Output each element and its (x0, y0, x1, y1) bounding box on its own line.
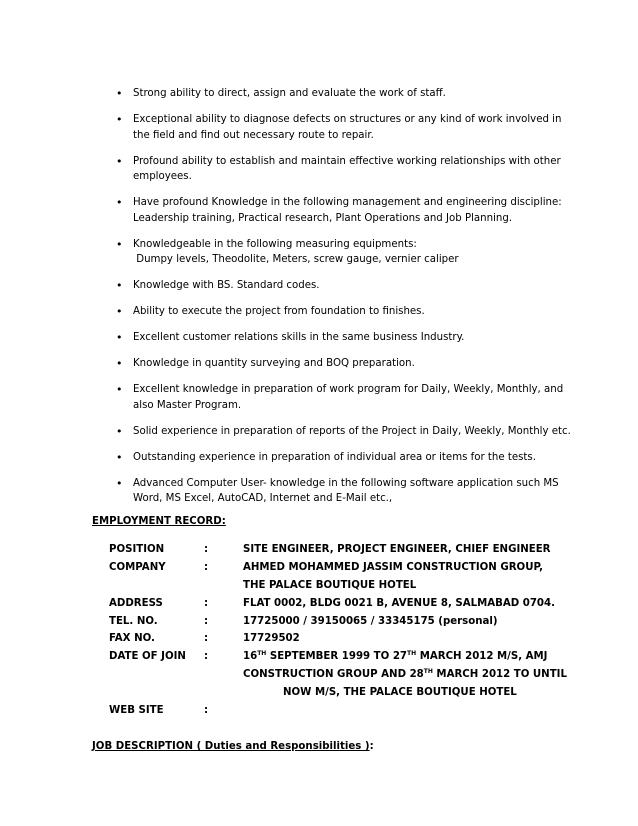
tel-label: TEL. NO. (109, 615, 158, 627)
skill-bullet-line: Strong ability to direct, assign and evaluate the work of staff. (133, 88, 446, 99)
date-of-join-label: DATE OF JOIN (109, 651, 186, 663)
colon: : (204, 561, 209, 573)
skill-bullet-line: Excellent knowledge in preparation of work program for Daily, Weekly, Monthly, and (133, 384, 564, 395)
skill-bullet-line: Outstanding experience in preparation of individual area or items for the tests. (133, 451, 536, 463)
skill-bullet-item (116, 112, 562, 143)
skill-bullet-item (116, 195, 562, 226)
skill-bullet-line: the field and find out necessary route to repair. (133, 129, 374, 141)
address-value: FLAT 0002, BLDG 0021 B, AVENUE 8, SALMABAD 0704. (243, 597, 555, 609)
position-label: POSITION (109, 544, 165, 555)
skill-bullet-line: Profound ability to establish and maintain effective working relationships with other (133, 155, 561, 167)
skill-bullet-item (116, 356, 556, 372)
skill-bullet-line: Word, MS Excel, AutoCAD, Internet and E-Mail etc., (133, 493, 393, 504)
skill-bullet-item (116, 476, 559, 507)
address-label: ADDRESS (109, 597, 163, 609)
skill-bullet-line: Solid experience in preparation of reports of the Project in Daily, Weekly, Monthly etc. (133, 425, 571, 437)
skill-bullet-item (116, 237, 556, 268)
skill-bullet-item (116, 382, 564, 413)
skill-bullet-line: Knowledgeable in the following measuring equipments: (133, 238, 417, 250)
website-label: WEB SITE (109, 705, 164, 717)
skill-bullet-line: Leadership training, Practical research, Plant Operations and Job Planning. (133, 212, 513, 224)
skill-bullet-line: Dumpy levels, Theodolite, Meters, screw gauge, vernier caliper (133, 254, 459, 265)
skill-bullet-line: Have profound Knowledge in the following management and engineering discipline: (133, 197, 562, 208)
colon: : (204, 633, 209, 645)
skill-bullet-line: also Master Program. (133, 399, 242, 411)
company-value-cont: THE PALACE BOUTIQUE HOTEL (243, 579, 417, 591)
position-value: SITE ENGINEER, PROJECT ENGINEER, CHIEF ENGINEER (243, 544, 551, 555)
skill-bullet-line: employees. (133, 171, 192, 182)
skill-bullet-item (116, 424, 571, 440)
colon: : (204, 597, 209, 609)
skill-bullet-item (116, 450, 556, 466)
fax-value: 17729502 (243, 633, 300, 645)
company-label: COMPANY (109, 561, 166, 573)
skill-bullet-line: Advanced Computer User- knowledge in the following software application such MS (133, 477, 559, 489)
skill-bullet-line: Exceptional ability to diagnose defects on structures or any kind of work involved in (133, 114, 562, 125)
skill-bullet-item (116, 330, 556, 346)
skill-bullet-item (116, 154, 561, 185)
date-of-join-value: 16TH SEPTEMBER 1999 TO 27TH MARCH 2012 M/S, AMJ (243, 650, 548, 663)
skill-bullet-item (116, 278, 556, 294)
skill-bullet-line: Knowledge in quantity surveying and BOQ preparation. (133, 358, 415, 369)
company-value: AHMED MOHAMMED JASSIM CONSTRUCTION GROUP, (243, 561, 543, 573)
skill-bullet-item (116, 304, 556, 320)
date-of-join-value-cont2: NOW M/S, THE PALACE BOUTIQUE HOTEL (283, 687, 517, 699)
skill-bullet-line: Knowledge with BS. Standard codes. (133, 280, 320, 291)
colon: : (204, 651, 209, 663)
skill-bullet-item (116, 86, 556, 102)
colon: : (204, 705, 209, 717)
colon: : (204, 615, 209, 627)
fax-label: FAX NO. (109, 633, 155, 645)
tel-value: 17725000 / 39150065 / 33345175 (personal) (243, 615, 498, 627)
skill-bullet-line: Excellent customer relations skills in the same business Industry. (133, 332, 465, 343)
job-description-heading: JOB DESCRIPTION ( Duties and Responsibilities ): (92, 741, 374, 752)
skill-bullet-line: Ability to execute the project from foundation to finishes. (133, 306, 425, 317)
employment-record-heading: EMPLOYMENT RECORD: (92, 516, 226, 527)
skills-list (116, 86, 571, 517)
date-of-join-value-cont: CONSTRUCTION GROUP AND 28TH MARCH 2012 TO UNTIL (243, 668, 567, 681)
colon: : (204, 544, 209, 555)
